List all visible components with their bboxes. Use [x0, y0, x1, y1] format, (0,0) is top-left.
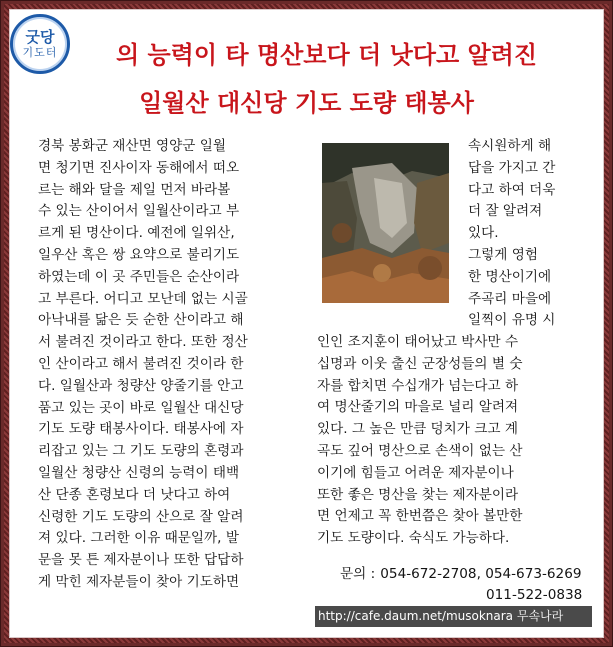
article-line: 경북 봉화군 재산면 영양군 일월 [38, 138, 226, 154]
article-line: 서 불려진 것이라고 한다. 또한 정산 [38, 334, 248, 351]
article-line: 곡도 깊어 명산으로 손색이 없는 산 [317, 443, 523, 459]
article-line: 고 부른다. 어디고 모난데 없는 시골 [38, 290, 248, 307]
article-line: 또한 좋은 명산을 찾는 제자분이라 [317, 486, 519, 503]
phone-numbers-line-2: 011-522-0838 [486, 587, 583, 603]
article-line: 인 산이라고 해서 불려진 것이라 한 [38, 356, 244, 372]
article-line: 더 잘 알려져 [468, 203, 543, 220]
article-line: 면 청기면 진사이자 동해에서 떠오 [38, 159, 240, 176]
phone-numbers-line-1: 054-672-2708, 054-673-6269 [380, 566, 582, 582]
article-line: 기도 도량이다. 숙식도 가능하다. [317, 530, 510, 547]
article-line: 신령한 기도 도량의 산으로 잘 알려 [38, 508, 244, 525]
article-line: 문을 못 튼 제자분이나 또한 답답하 [38, 552, 244, 569]
contact-row-2 [486, 584, 590, 603]
article-line: 있다. 그 높은 만큼 덩치가 크고 계 [317, 421, 518, 438]
mountain-photo-icon [322, 143, 449, 303]
article-line: 리잡고 있는 그 기도 도량의 혼령과 [38, 443, 244, 460]
contact-label: 문의 : [340, 566, 376, 582]
article-line: 면 언제고 꼭 한번쯤은 찾아 볼만한 [317, 508, 523, 525]
article-line: 답을 가지고 간 [468, 159, 556, 176]
article-line: 주곡리 마을에 [468, 290, 552, 307]
article-line: 십명과 이웃 출신 군장성들의 별 숫 [317, 355, 523, 372]
article-line: 있다. [468, 225, 499, 242]
article-line: 여 명산줄기의 마을로 널리 알려져 [317, 399, 519, 416]
article-line: 일찍이 유명 시 [468, 312, 556, 329]
article-line: 이기에 힘들고 어려운 제자분이나 [317, 464, 514, 481]
article-line: 기도 도량 태봉사이다. 태봉사에 자 [38, 421, 244, 438]
article-line: 일우산 혹은 쌍 요약으로 불리기도 [38, 247, 240, 263]
article-line: 하였는데 이 곳 주민들은 순산이라 [38, 268, 240, 285]
article-line: 져 있다. 그러한 이유 때문일까, 발 [38, 530, 239, 547]
badge-top-text: 굿당 [25, 28, 55, 46]
headline-line-1: 의 능력이 타 명산보다 더 낫다고 알려진 [115, 41, 538, 69]
logo-badge [10, 14, 70, 74]
mountain-photo [322, 143, 449, 303]
contact-row-1 [340, 562, 590, 582]
article-line: 게 막힌 제자분들이 찾아 기도하면 [38, 574, 240, 590]
headline-line-2: 일월산 대신당 기도 도량 태봉사 [139, 89, 474, 117]
cafe-url-watermark[interactable]: http://cafe.daum.net/musoknara 무속나라 [315, 606, 592, 627]
article-line: 한 명산이기에 [468, 268, 552, 285]
article-line: 다. 일월산과 청량산 양줄기를 안고 [38, 377, 244, 394]
article-line: 품고 있는 곳이 바로 일월산 대신당 [38, 399, 244, 416]
article-line: 인인 조지훈이 태어났고 박사만 수 [317, 334, 519, 350]
article-line: 속시원하게 해 [468, 138, 552, 154]
article-line: 자를 합치면 수십개가 넘는다고 하 [317, 377, 519, 394]
article-line: 르는 해와 달을 제일 먼저 바라볼 [38, 181, 231, 198]
article-line: 일월산 청량산 신령의 능력이 태백 [38, 465, 240, 481]
article-line: 수 있는 산이어서 일월산이라고 부 [38, 203, 240, 220]
article-line: 다고 하여 더욱 [468, 181, 556, 198]
article-line: 그렇게 영험 [468, 247, 538, 263]
article-line: 아낙내를 닮은 듯 순한 산이라고 해 [38, 312, 244, 329]
article-line: 르게 된 명산이다. 예전에 일위산, [38, 225, 235, 242]
article-line: 산 단종 혼령보다 더 낫다고 하여 [38, 486, 231, 503]
badge-bottom-text: 기도터 [22, 46, 58, 59]
